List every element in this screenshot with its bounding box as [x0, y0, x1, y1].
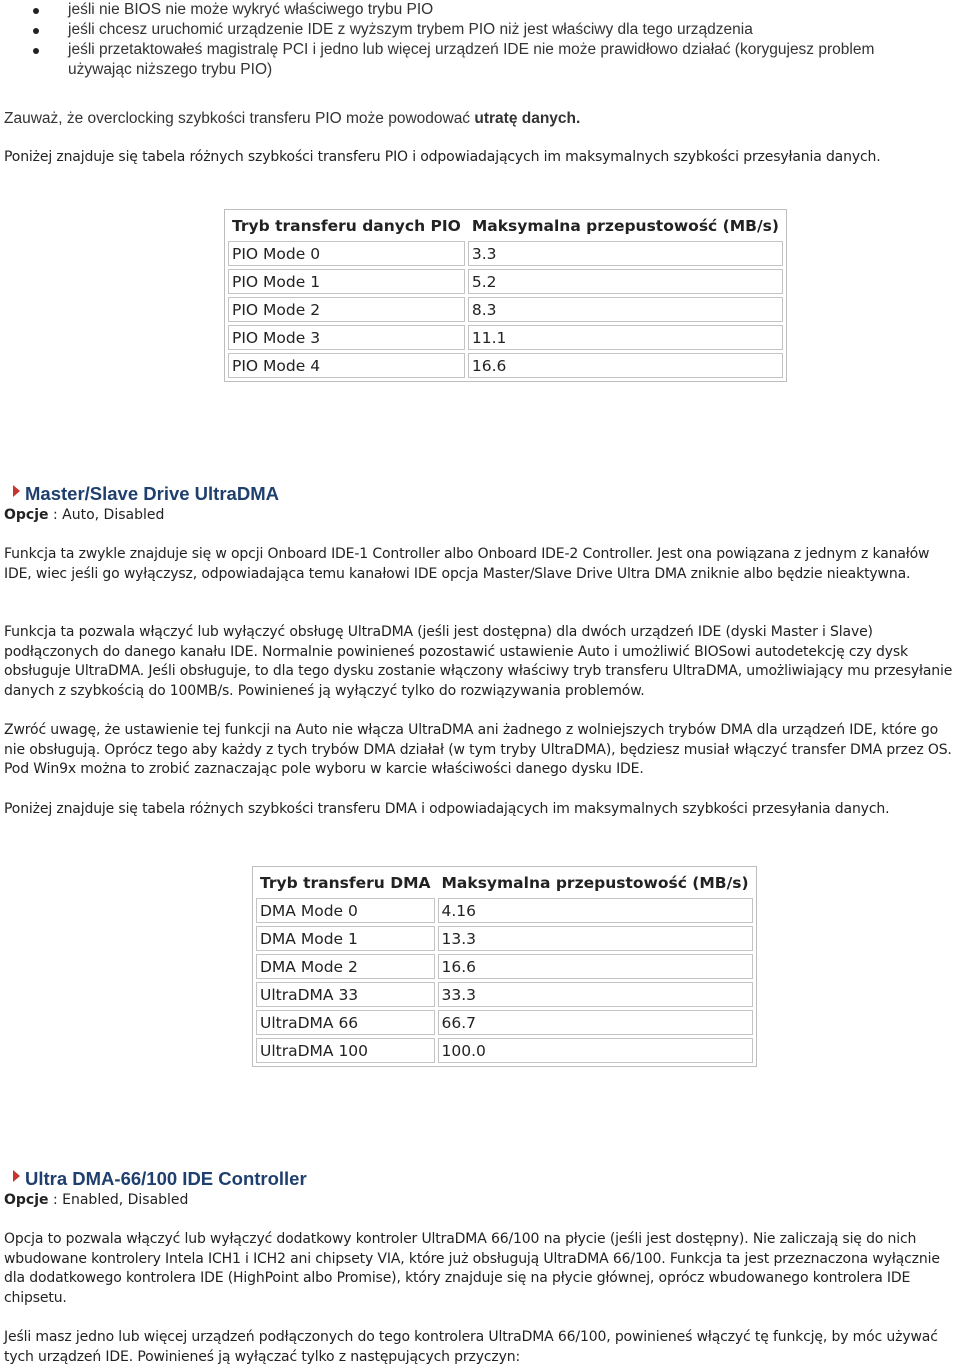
paragraph: Jeśli masz jedno lub więcej urządzeń podłączonych do tego kontrolera UltraDMA 66/100, powinieneś włączyć tę funkcję, by móc używać tych urządzeń IDE. Powinieneś ją wyłączać tylko z następujących przyczyn:	[4, 1329, 938, 1365]
table-row	[228, 241, 783, 266]
arrow-right-icon	[13, 1170, 20, 1182]
dma-table	[252, 866, 757, 1067]
table-header: Tryb transferu danych PIO	[228, 213, 465, 238]
options-line: Opcje : Enabled, Disabled	[4, 1192, 189, 1208]
table-cell: DMA Mode 2	[256, 954, 435, 979]
table-cell: 16.6	[438, 954, 753, 979]
table-row	[228, 353, 783, 378]
list-item: jeśli przetaktowałeś magistralę PCI i jedno lub więcej urządzeń IDE nie może prawidłowo działać (korygujesz problem używając niższego trybu PIO)	[0, 40, 928, 80]
options-line: Opcje : Auto, Disabled	[4, 507, 165, 523]
table-header-row	[256, 870, 753, 895]
paragraph: Funkcja ta zwykle znajduje się w opcji Onboard IDE-1 Controller albo Onboard IDE-2 Controller. Jest ona powiązana z jednym z kanałów IDE, wiec jeśli go wyłączysz, odpowiadająca temu kanałowi IDE opcja Master/Slave Drive Ultra DMA zniknie albo będzie nieaktywna.	[4, 546, 930, 582]
section-heading-master-slave: Master/Slave Drive UltraDMA	[25, 483, 279, 504]
dma-intro: Poniżej znajduje się tabela różnych szybkości transferu DMA i odpowiadających im maksymalnych szybkości przesyłania danych.	[4, 801, 890, 817]
table-cell: PIO Mode 1	[228, 269, 465, 294]
table-cell: DMA Mode 1	[256, 926, 435, 951]
table-header-row	[228, 213, 783, 238]
paragraph: Opcja to pozwala włączyć lub wyłączyć dodatkowy kontroler UltraDMA 66/100 na płycie (jeśli jest dostępny). Nie zaliczają się do nich wbudowane kontrolery Intela ICH1 i ICH2 ani chipsety VIA, które już obsługują UltraDMA 66/100. Funkcja ta jest przeznaczona wyłącznie dla dodatkowego kontrolera IDE (HighPoint albo Promise), który znajduje się na płycie głównej, oprócz wbudowanego kontrolera IDE chipsetu.	[4, 1231, 940, 1306]
arrow-right-icon	[13, 485, 20, 497]
table-row	[228, 269, 783, 294]
table-cell: UltraDMA 33	[256, 982, 435, 1007]
table-header: Maksymalna przepustowość (MB/s)	[468, 213, 783, 238]
bullet-icon	[33, 8, 39, 14]
table-row	[228, 297, 783, 322]
table-cell: 100.0	[438, 1038, 753, 1063]
bullet-list	[0, 0, 928, 80]
table-cell: PIO Mode 0	[228, 241, 465, 266]
table-cell: PIO Mode 3	[228, 325, 465, 350]
table-cell: 8.3	[468, 297, 783, 322]
list-item: jeśli nie BIOS nie może wykryć właściwego trybu PIO	[0, 0, 928, 20]
table-cell: PIO Mode 4	[228, 353, 465, 378]
table-row	[256, 982, 753, 1007]
table-cell: 4.16	[438, 898, 753, 923]
table-row	[256, 1010, 753, 1035]
table-cell: 66.7	[438, 1010, 753, 1035]
table-cell: 11.1	[468, 325, 783, 350]
pio-table	[224, 209, 787, 382]
overclocking-warning: Zauważ, że overclocking szybkości transferu PIO może powodować utratę danych.	[4, 110, 581, 127]
section-heading-ultra-dma-controller: Ultra DMA-66/100 IDE Controller	[25, 1168, 307, 1189]
table-cell: 33.3	[438, 982, 753, 1007]
table-row	[228, 325, 783, 350]
table-cell: 3.3	[468, 241, 783, 266]
table-cell: UltraDMA 100	[256, 1038, 435, 1063]
table-header: Tryb transferu DMA	[256, 870, 435, 895]
table-row	[256, 954, 753, 979]
table-cell: DMA Mode 0	[256, 898, 435, 923]
table-row	[256, 1038, 753, 1063]
table-cell: PIO Mode 2	[228, 297, 465, 322]
table-cell: 13.3	[438, 926, 753, 951]
table-row	[256, 926, 753, 951]
paragraph: Zwróć uwagę, że ustawienie tej funkcji na Auto nie włącza UltraDMA ani żadnego z wolniejszych trybów DMA dla urządzeń IDE, które go nie obsługują. Oprócz tego aby każdy z tych trybów DMA działał (w tym tryby UltraDMA), będziesz musiał włączyć transfer DMA przez OS. Pod Win9x można to zrobić zaznaczając pole wyboru w karcie właściwości danego dysku IDE.	[4, 722, 952, 778]
table-cell: 16.6	[468, 353, 783, 378]
paragraph: Funkcja ta pozwala włączyć lub wyłączyć obsługę UltraDMA (jeśli jest dostępna) dla dwóch urządzeń IDE (dyski Master i Slave) podłączonych do danego kanału IDE. Normalnie powinieneś pozostawić ustawienie Auto i umożliwić BIOSowi autodetekcję czy dysk obsługuje UltraDMA. Jeśli obsługuje, to dla tego dysku zostanie włączony właściwy tryb transferu UltraDMA, umożliwiający mu przesyłanie danych z szybkością do 100MB/s. Powinieneś ją wyłączyć tylko do rozwiązywania problemów.	[4, 624, 953, 699]
list-item: jeśli chcesz uruchomić urządzenie IDE z wyższym trybem PIO niż jest właściwy dla tego urządzenia	[0, 20, 928, 40]
pio-intro: Poniżej znajduje się tabela różnych szybkości transferu PIO i odpowiadających im maksymalnych szybkości przesyłania danych.	[4, 149, 881, 165]
bullet-icon	[33, 28, 39, 34]
table-cell: 5.2	[468, 269, 783, 294]
table-header: Maksymalna przepustowość (MB/s)	[438, 870, 753, 895]
table-cell: UltraDMA 66	[256, 1010, 435, 1035]
table-row	[256, 898, 753, 923]
bullet-icon	[33, 48, 39, 54]
